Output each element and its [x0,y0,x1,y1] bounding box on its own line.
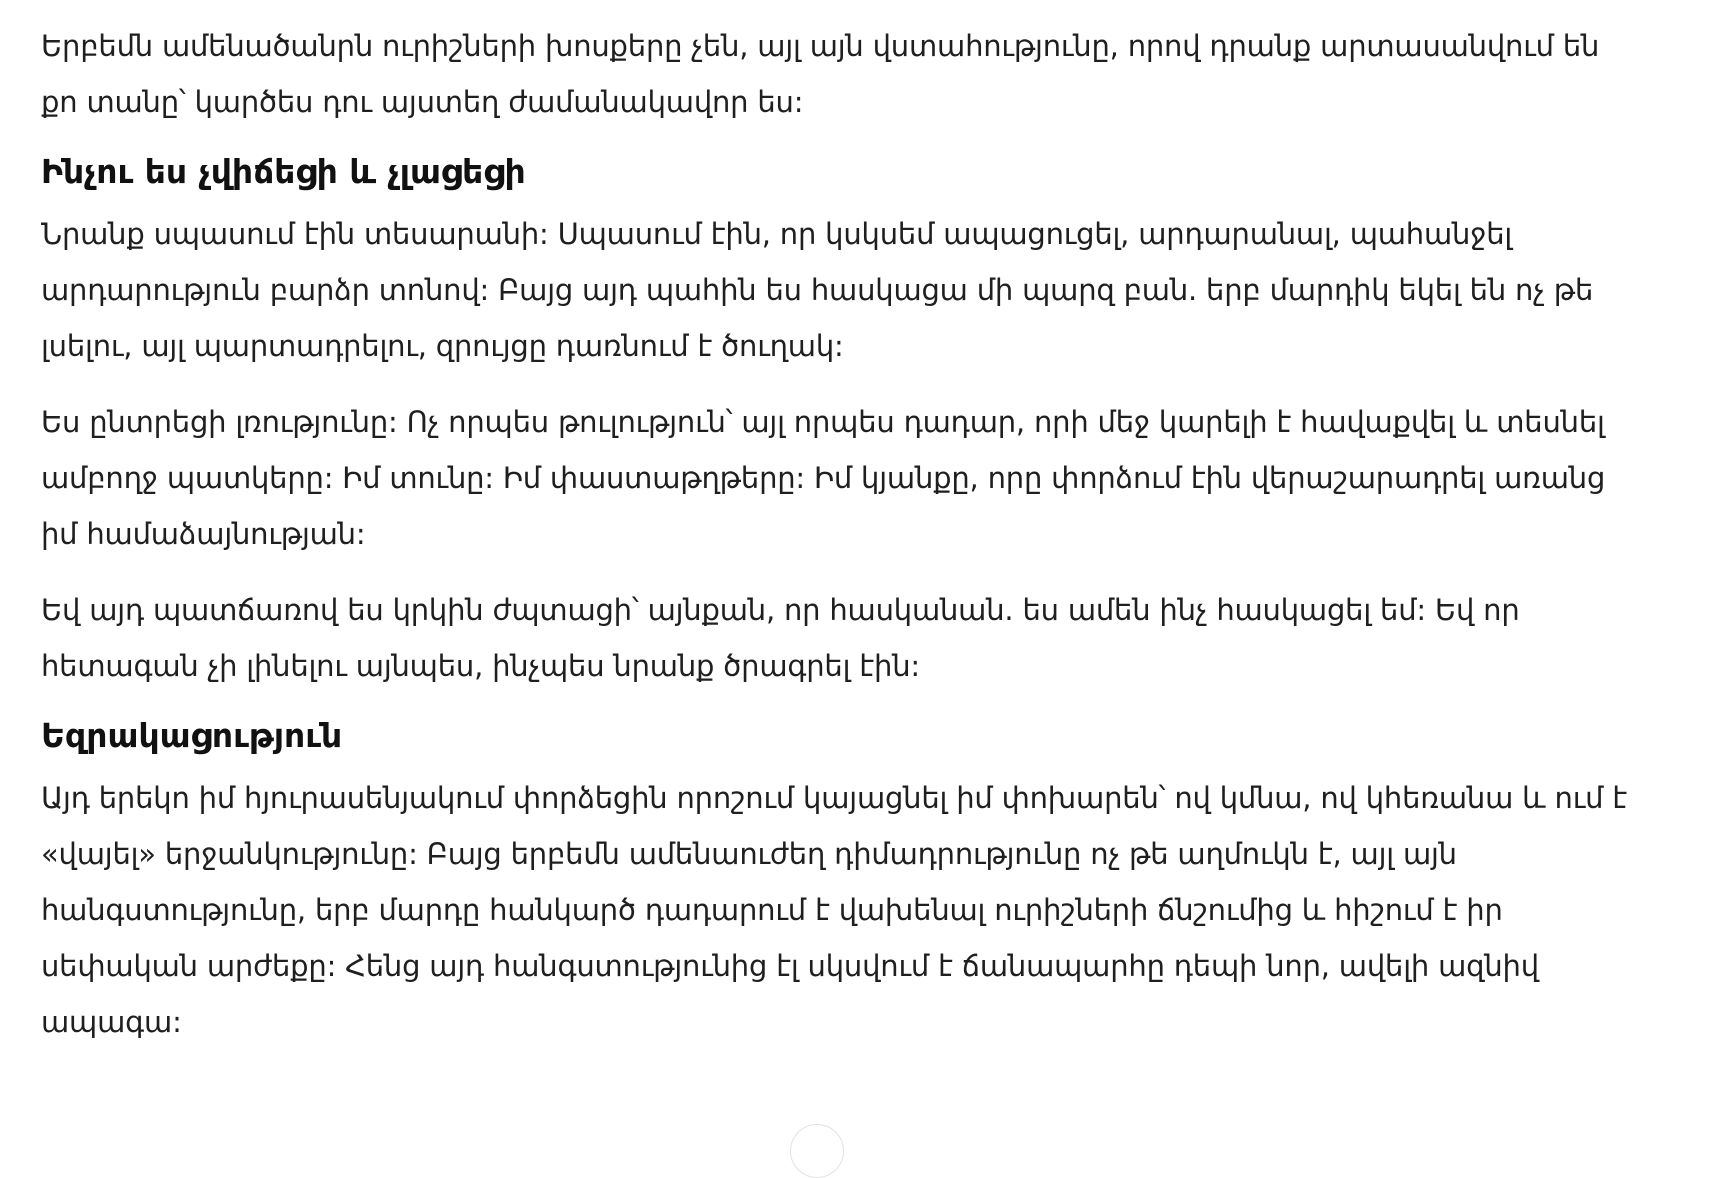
section-heading-conclusion: Եզրակացություն [41,716,343,755]
intro-paragraph: Երբեմն ամենածանրն ուրիշների խոսքերը չեն, այլ այն վստահությունը, որով դրանք արտասանվում են քո տանը՝ կարծես դու այստեղ ժամանակավոր ես: [41,29,1600,119]
scroll-down-button[interactable] [790,1124,844,1178]
paragraph-chose-silence: Ես ընտրեցի լռությունը: Ոչ որպես թուլություն՝ այլ որպես դադար, որի մեջ կարելի է հավաքվել և տեսնել ամբողջ պատկերը: Իմ տունը: Իմ փաստաթղթերը: Իմ կյանքը, որը փորձում էին վերաշարադրել առանց իմ համաձայնության: [41,405,1606,551]
paragraph-smiled-again: Եվ այդ պատճառով ես կրկին ժպտացի՝ այնքան, որ հասկանան. ես ամեն ինչ հասկացել եմ: Եվ որ հետագան չի լինելու այնպես, ինչպես նրանք ծրագրել էին: [41,593,1520,683]
section-heading-why-silent: Ինչու ես չվիճեցի և չլացեցի [41,152,526,191]
paragraph-conclusion: Այդ երեկո իմ հյուրասենյակում փորձեցին որոշում կայացնել իմ փոխարեն՝ ով կմնա, ով կհեռանա և ում է «վայել» երջանկությունը: Բայց երբեմն ամենաուժեղ դիմադրությունը ոչ թե աղմուկն է, այլ այն հանգստությունը, երբ մարդը հանկարծ դադարում է վախենալ ուրիշների ճնշումից և հիշում է իր սեփական արժեքը: Հենց այդ հանգստությունից էլ սկսվում է ճանապարհը դեպի նոր, ավելի ազնիվ ապագա: [41,781,1628,1039]
article-body [41,18,1641,1050]
paragraph-expected-scene: Նրանք սպասում էին տեսարանի: Սպասում էին, որ կսկսեմ ապացուցել, արդարանալ, պահանջել արդարություն բարձր տոնով: Բայց այդ պահին ես հասկացա մի պարզ բան. երբ մարդիկ եկել են ոչ թե լսելու, այլ պարտադրելու, զրույցը դառնում է ծուղակ: [41,217,1594,363]
